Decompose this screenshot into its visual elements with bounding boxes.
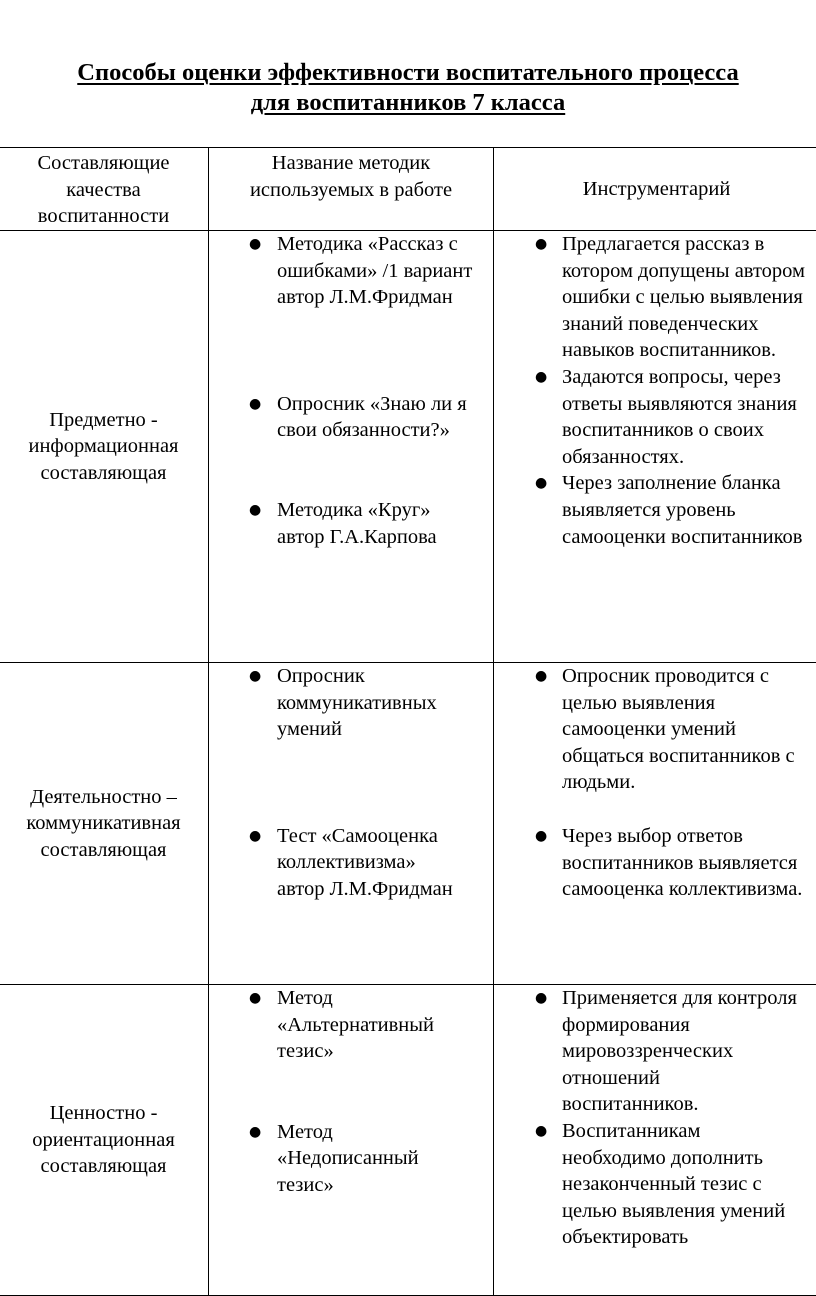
tools-list — [494, 231, 816, 550]
method-item: ● Метод «Недописанный тезис» — [209, 1119, 453, 1199]
method-item: ● Методика «Рассказ с ошибками» /1 вариант автор Л.М.Фридман — [209, 231, 481, 311]
tools-list — [494, 985, 816, 1251]
component-text: Предметно - информационная составляющая — [0, 407, 208, 487]
methods-cell — [209, 231, 494, 663]
methods-list — [209, 231, 493, 550]
document-title — [0, 58, 816, 118]
component-text: Ценностно - ориентационная составляющая — [0, 1100, 208, 1180]
tool-item: ● Задаются вопросы, через ответы выявляются знания воспитанников о своих обязанностях. — [494, 364, 813, 470]
tool-item: ● Предлагается рассказ в котором допущены автором ошибки с целью выявления знаний поведенческих навыков воспитанников. — [494, 231, 813, 364]
header-components-text: Составляющие качества воспитанности — [0, 150, 208, 230]
methods-table — [0, 147, 816, 1296]
header-methods-text: Название методик используемых в работе — [209, 150, 493, 203]
tools-cell — [494, 985, 816, 1296]
title-line-2: для воспитанников 7 класса — [251, 89, 565, 116]
header-tools — [494, 148, 816, 231]
method-item: ● Опросник коммуникативных умений — [209, 663, 467, 743]
tools-cell — [494, 231, 816, 663]
header-tools-text: Инструментарий — [494, 176, 816, 203]
methods-list — [209, 985, 493, 1199]
method-item: ● Опросник «Знаю ли я свои обязанности?» — [209, 391, 481, 444]
table-row — [0, 985, 816, 1296]
title-line-1: Способы оценки эффективности воспитательного процесса — [77, 59, 738, 86]
header-components — [0, 148, 209, 231]
method-item: ● Методика «Круг» автор Г.А.Карпова — [209, 497, 481, 550]
tools-list — [494, 663, 816, 903]
methods-cell — [209, 663, 494, 985]
tool-item: ● Применяется для контроля формирования мировоззренческих отношений воспитанников. — [494, 985, 799, 1118]
table-row — [0, 231, 816, 663]
tool-item: ● Воспитанникам необходимо дополнить незаконченный тезис с целью выявления умений объектировать — [494, 1118, 799, 1251]
table-row — [0, 663, 816, 985]
component-cell — [0, 985, 209, 1296]
tools-cell — [494, 663, 816, 985]
component-cell — [0, 231, 209, 663]
component-cell — [0, 663, 209, 985]
methods-cell — [209, 985, 494, 1296]
tool-item: ● Через выбор ответов воспитанников выявляется самооценка коллективизма. — [494, 823, 813, 903]
tool-item: ● Через заполнение бланка выявляется уровень самооценки воспитанников — [494, 470, 813, 550]
component-text: Деятельностно – коммуникативная составляющая — [0, 784, 208, 864]
table-header-row — [0, 148, 816, 231]
header-methods — [209, 148, 494, 231]
method-item: ● Метод «Альтернативный тезис» — [209, 985, 453, 1065]
method-item: ● Тест «Самооценка коллективизма» автор Л.М.Фридман — [209, 823, 467, 903]
methods-list — [209, 663, 493, 903]
tool-item: ● Опросник проводится с целью выявления самооценки умений общаться воспитанников с людьми. — [494, 663, 813, 796]
